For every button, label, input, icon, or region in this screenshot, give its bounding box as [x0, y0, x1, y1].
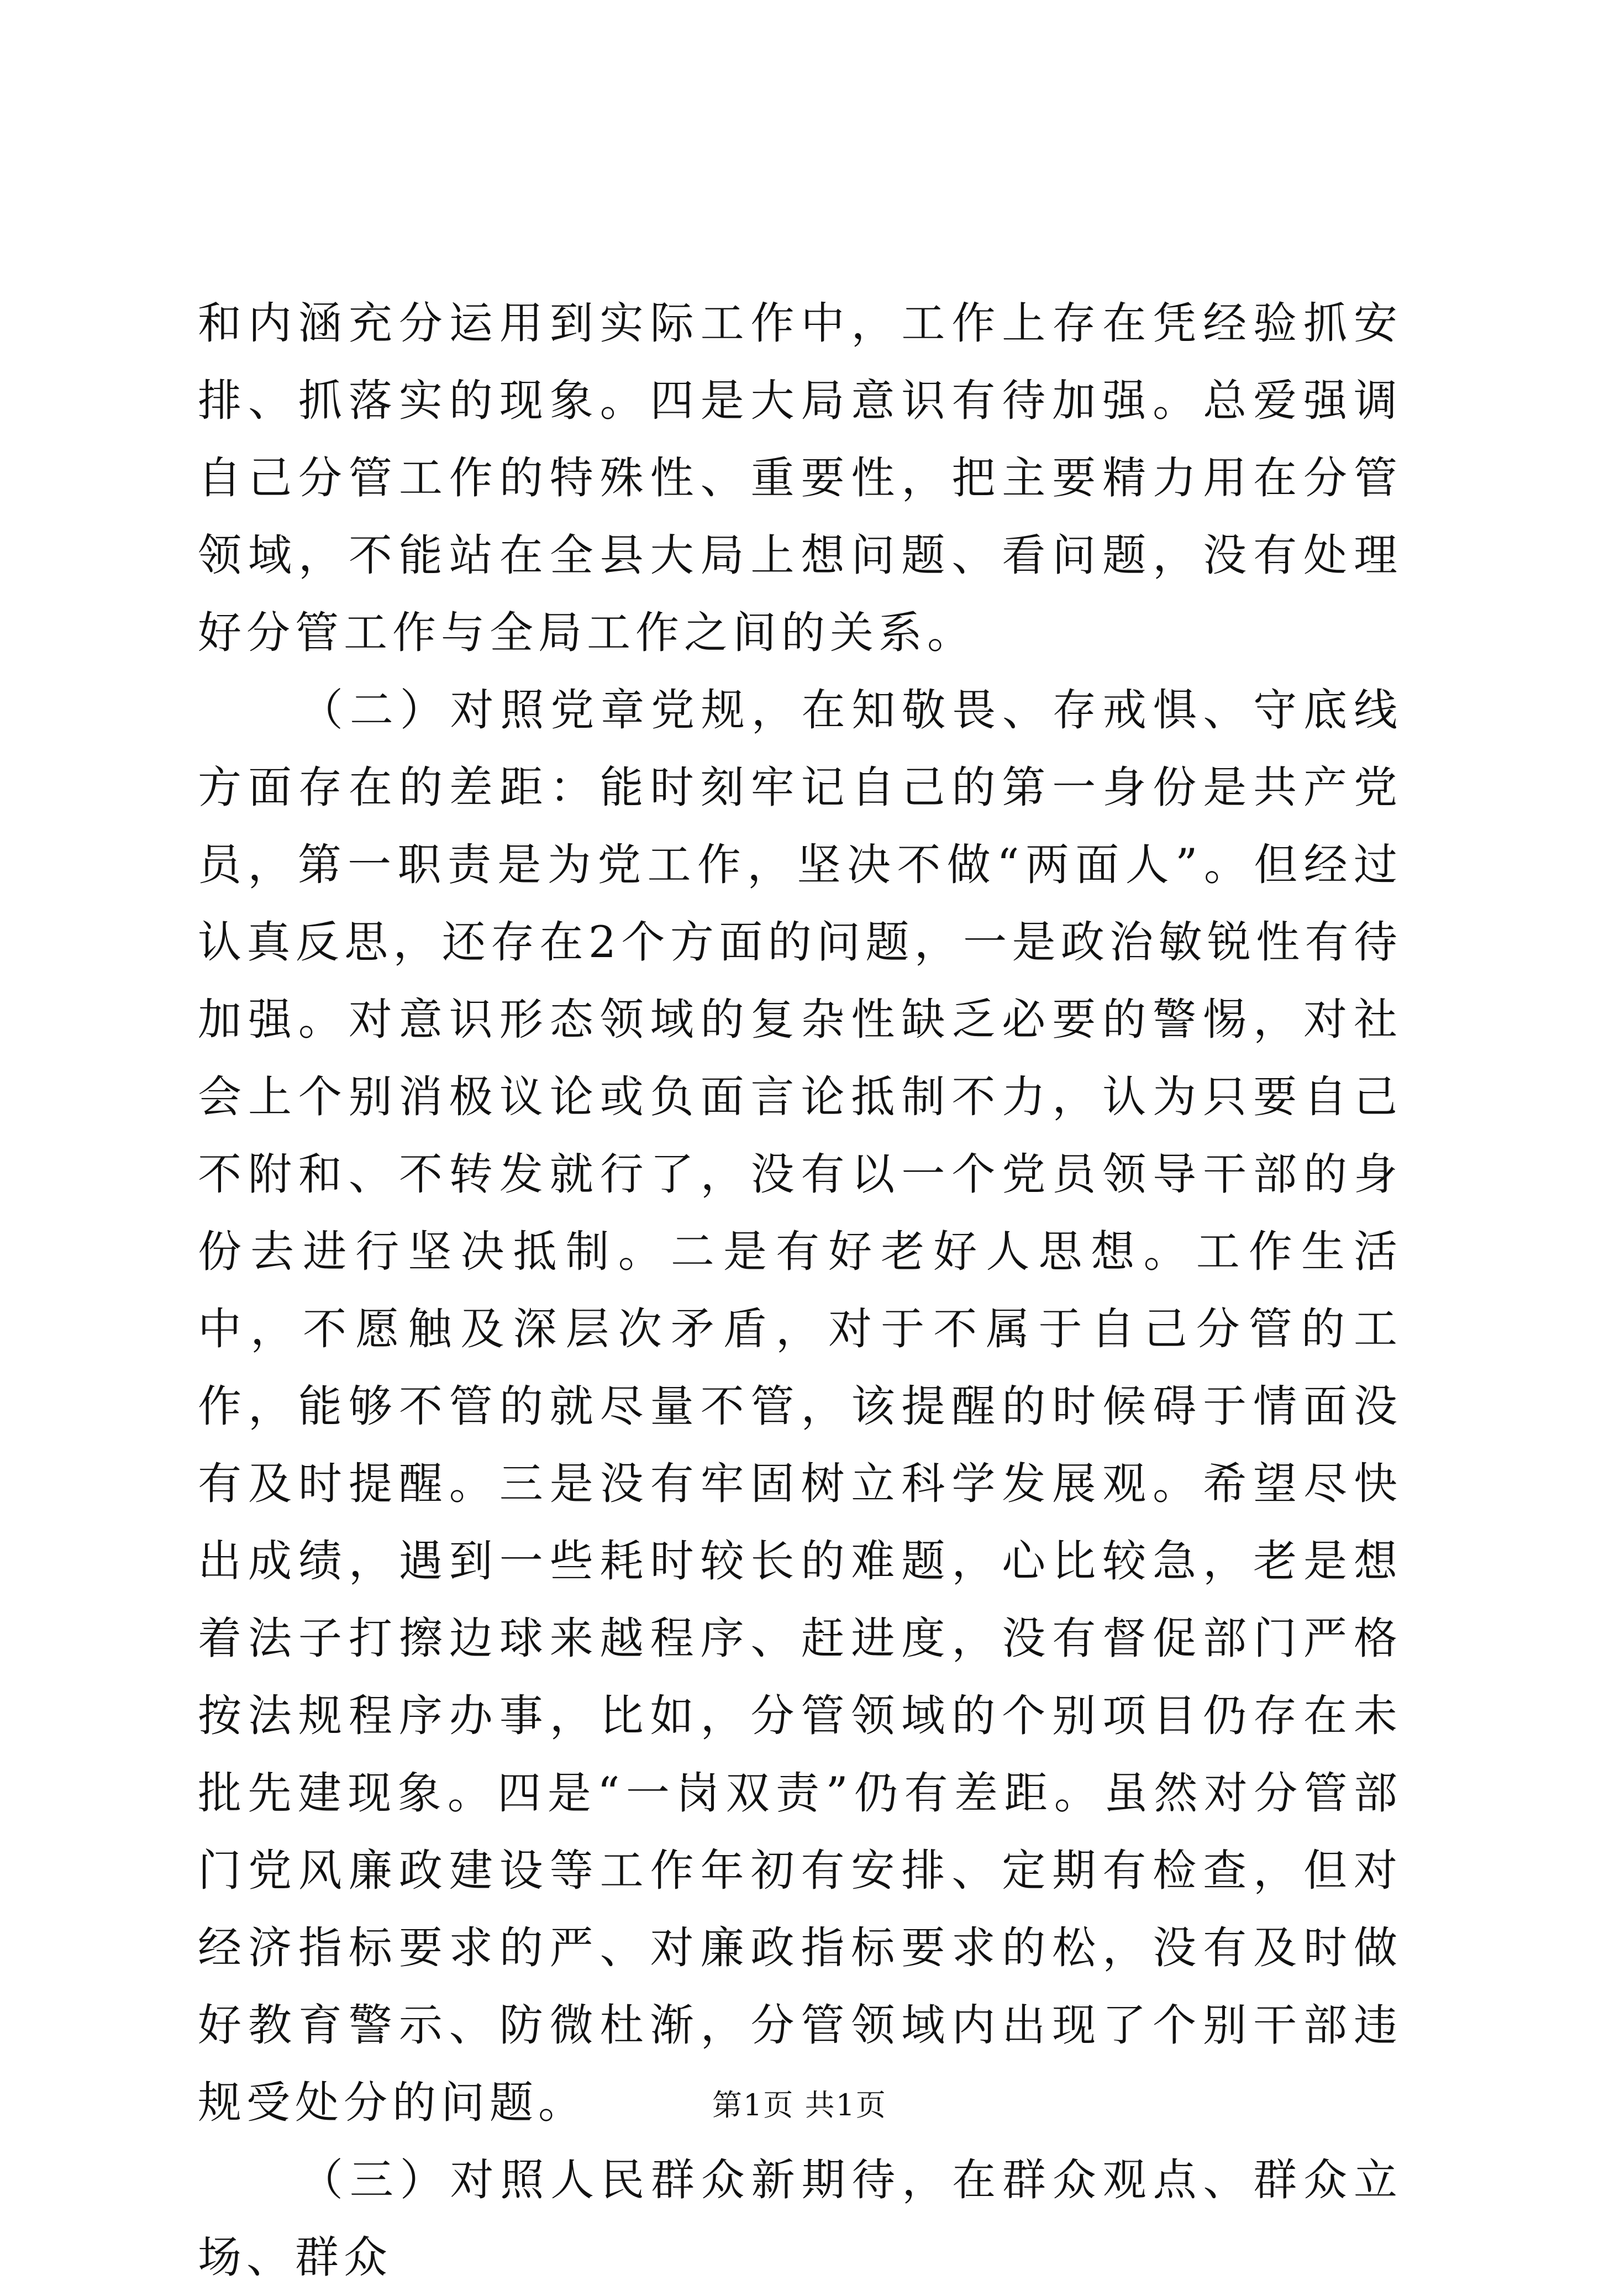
page-footer: 第1页 共1页 — [712, 2088, 887, 2122]
paragraph-section-three: （三）对照人民群众新期待，在群众观点、群众立场、群众 — [198, 2155, 1402, 2283]
document-body — [198, 285, 1402, 2296]
paragraph-section-two: （二）对照党章党规，在知敬畏、存戒惧、守底线方面存在的差距：能时刻牢记自己的第一身份是共产党员，第一职责是为党工作，坚决不做“两面人”。但经过认真反思，还存在2个方面的问题，一是政治敏锐性有待加强。对意识形态领域的复杂性缺乏必要的警惕，对社会上个别消极议论或负面言论抵制不力，认为只要自己不附和、不转发就行了，没有以一个党员领导干部的身份去进行坚决抵制。二是有好老好人思想。工作生活中，不愿触及深层次矛盾，对于不属于自己分管的工作，能够不管的就尽量不管，该提醒的时候碍于情面没有及时提醒。三是没有牢固树立科学发展观。希望尽快出成绩，遇到一些耗时较长的难题，心比较急，老是想着法子打擦边球来越程序、赶进度，没有督促部门严格按法规程序办事，比如，分管领域的个别项目仍存在未批先建现象。四是“一岗双责”仍有差距。虽然对分管部门党风廉政建设等工作年初有安排、定期有检查，但对经济指标要求的严、对廉政指标要求的松，没有及时做好教育警示、防微杜渐，分管领域内出现了个别干部违规受处分的问题。 — [198, 685, 1402, 2128]
paragraph-continuation: 和内涵充分运用到实际工作中，工作上存在凭经验抓安排、抓落实的现象。四是大局意识有待加强。总爱强调自己分管工作的特殊性、重要性，把主要精力用在分管领域，不能站在全县大局上想问题、看问题，没有处理好分管工作与全局工作之间的关系。 — [198, 298, 1402, 658]
